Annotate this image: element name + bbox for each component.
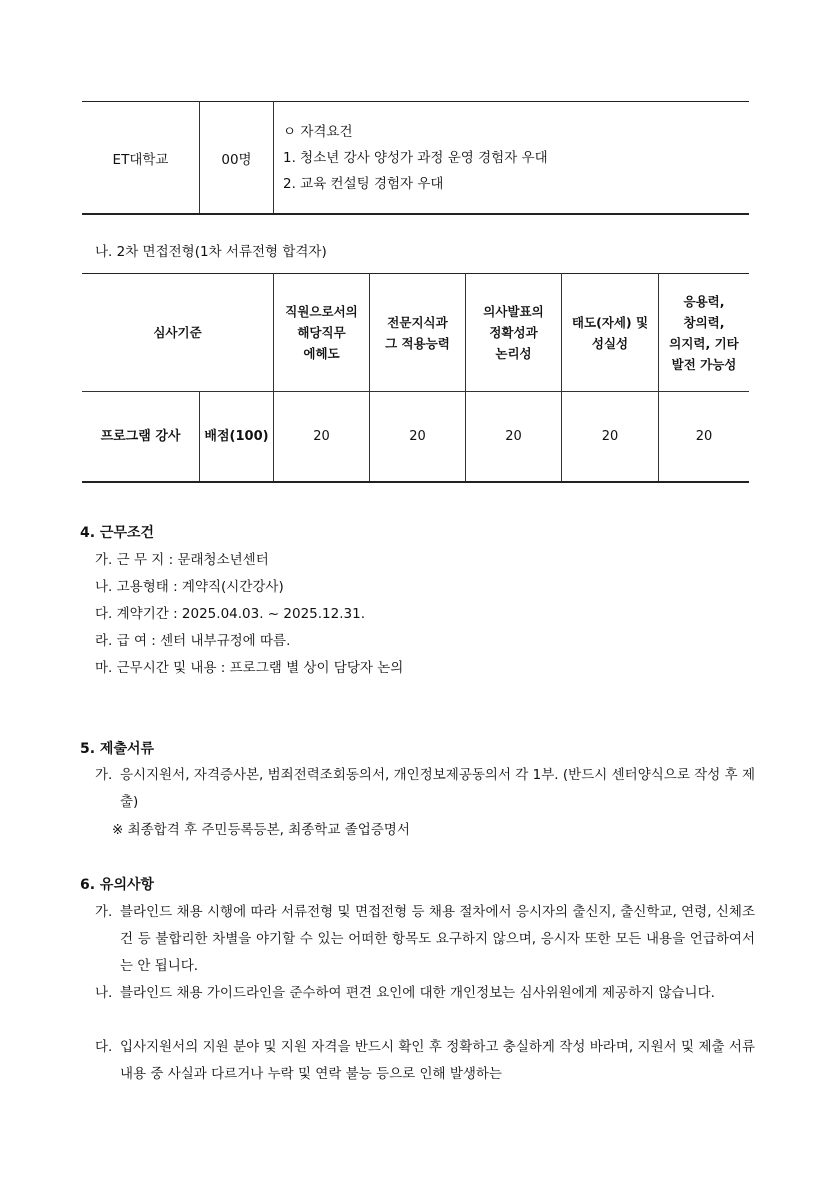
score-cell: 20 bbox=[370, 392, 466, 483]
section6-title: 6. 유의사항 bbox=[80, 877, 155, 893]
work-condition-item: 가. 근 무 지 : 문래청소년센터 bbox=[95, 552, 269, 568]
requirement-item: 2. 교육 컨설팅 경험자 우대 bbox=[283, 175, 444, 192]
notice-item bbox=[95, 899, 755, 980]
criteria-col-5 bbox=[659, 274, 750, 392]
count-cell: 00명 bbox=[200, 102, 274, 215]
criteria-col-3 bbox=[466, 274, 562, 392]
header-line: 태도(자세) 및 bbox=[571, 314, 649, 330]
header-line: 성실성 bbox=[591, 335, 629, 351]
work-condition-item: 다. 계약기간 : 2025.04.03. ~ 2025.12.31. bbox=[95, 606, 365, 622]
header-line: 창의력, bbox=[683, 314, 725, 330]
header-line: 발전 가능성 bbox=[671, 356, 737, 372]
score-cell: 20 bbox=[466, 392, 562, 483]
work-condition-item: 나. 고용형태 : 계약직(시간강사) bbox=[95, 579, 284, 595]
item-label: 다. bbox=[95, 1039, 113, 1055]
header-line: 전문지식과 bbox=[387, 314, 448, 330]
section4-title: 4. 근무조건 bbox=[80, 525, 155, 541]
item-text: 블라인드 채용 시행에 따라 서류전형 및 면접전형 등 채용 절차에서 응시자의 출신지, 출신학교, 연령, 신체조건 등 불합리한 차별을 야기할 수 있는 어떠한 항목도 요구하지 않으며, 응시자 또한 모든 내용을 언급하여서는 안 됩니다. bbox=[120, 904, 756, 974]
header-line: 해당직무 bbox=[297, 325, 346, 340]
header-line: 정확성과 bbox=[489, 325, 538, 340]
header-line: 의지력, 기타 bbox=[669, 335, 739, 351]
criteria-col-4 bbox=[562, 274, 659, 392]
header-line: 논리성 bbox=[495, 346, 532, 361]
item-label: 가. bbox=[95, 904, 113, 920]
requirements-cell bbox=[274, 102, 750, 215]
criteria-col-2 bbox=[370, 274, 466, 392]
interview-criteria-table bbox=[82, 273, 749, 483]
org-cell: ET대학교 bbox=[82, 102, 200, 215]
notice-item bbox=[95, 1034, 755, 1088]
requirement-item: 1. 청소년 강사 양성가 과정 운영 경험자 우대 bbox=[283, 149, 548, 166]
item-text: 응시지원서, 자격증사본, 범죄전력조회동의서, 개인정보제공동의서 각 1부. (반드시 센터양식으로 작성 후 제출) bbox=[120, 767, 755, 810]
documents-item bbox=[95, 762, 755, 816]
score-cell: 20 bbox=[659, 392, 750, 483]
header-line: 의사발표의 bbox=[483, 304, 544, 319]
row-score-label: 배점(100) bbox=[200, 392, 274, 483]
notice-item bbox=[95, 980, 755, 1007]
header-line: 에헤도 bbox=[303, 346, 340, 361]
requirements-title: ㅇ 자격요건 bbox=[283, 123, 353, 140]
row-label: 프로그램 강사 bbox=[82, 392, 200, 483]
section5-title: 5. 제출서류 bbox=[80, 741, 155, 757]
header-line: 그 적용능력 bbox=[385, 335, 450, 351]
header-line: 응용력, bbox=[683, 293, 725, 309]
stage2-title: 나. 2차 면접전형(1차 서류전형 합격자) bbox=[95, 244, 327, 260]
criteria-col-1 bbox=[274, 274, 370, 392]
item-text: 입사지원서의 지원 분야 및 지원 자격을 반드시 확인 후 정확하고 충실하게 작성 바라며, 지원서 및 제출 서류 내용 중 사실과 다르거나 누락 및 연락 불능 등으로 인해 발생하는 bbox=[120, 1039, 755, 1082]
item-label: 나. bbox=[95, 985, 113, 1001]
documents-note: ※ 최종합격 후 주민등록등본, 최종학교 졸업증명서 bbox=[112, 822, 410, 838]
criteria-header: 심사기준 bbox=[82, 274, 274, 392]
item-text: 블라인드 채용 가이드라인을 준수하여 편견 요인에 대한 개인정보는 심사위원에게 제공하지 않습니다. bbox=[120, 985, 715, 1001]
work-condition-item: 마. 근무시간 및 내용 : 프로그램 별 상이 담당자 논의 bbox=[95, 660, 404, 676]
item-label: 가. bbox=[95, 767, 113, 783]
qualification-table bbox=[82, 101, 749, 215]
work-condition-item: 라. 급 여 : 센터 내부규정에 따름. bbox=[95, 633, 291, 649]
header-line: 직원으로서의 bbox=[285, 304, 358, 319]
score-cell: 20 bbox=[274, 392, 370, 483]
score-cell: 20 bbox=[562, 392, 659, 483]
